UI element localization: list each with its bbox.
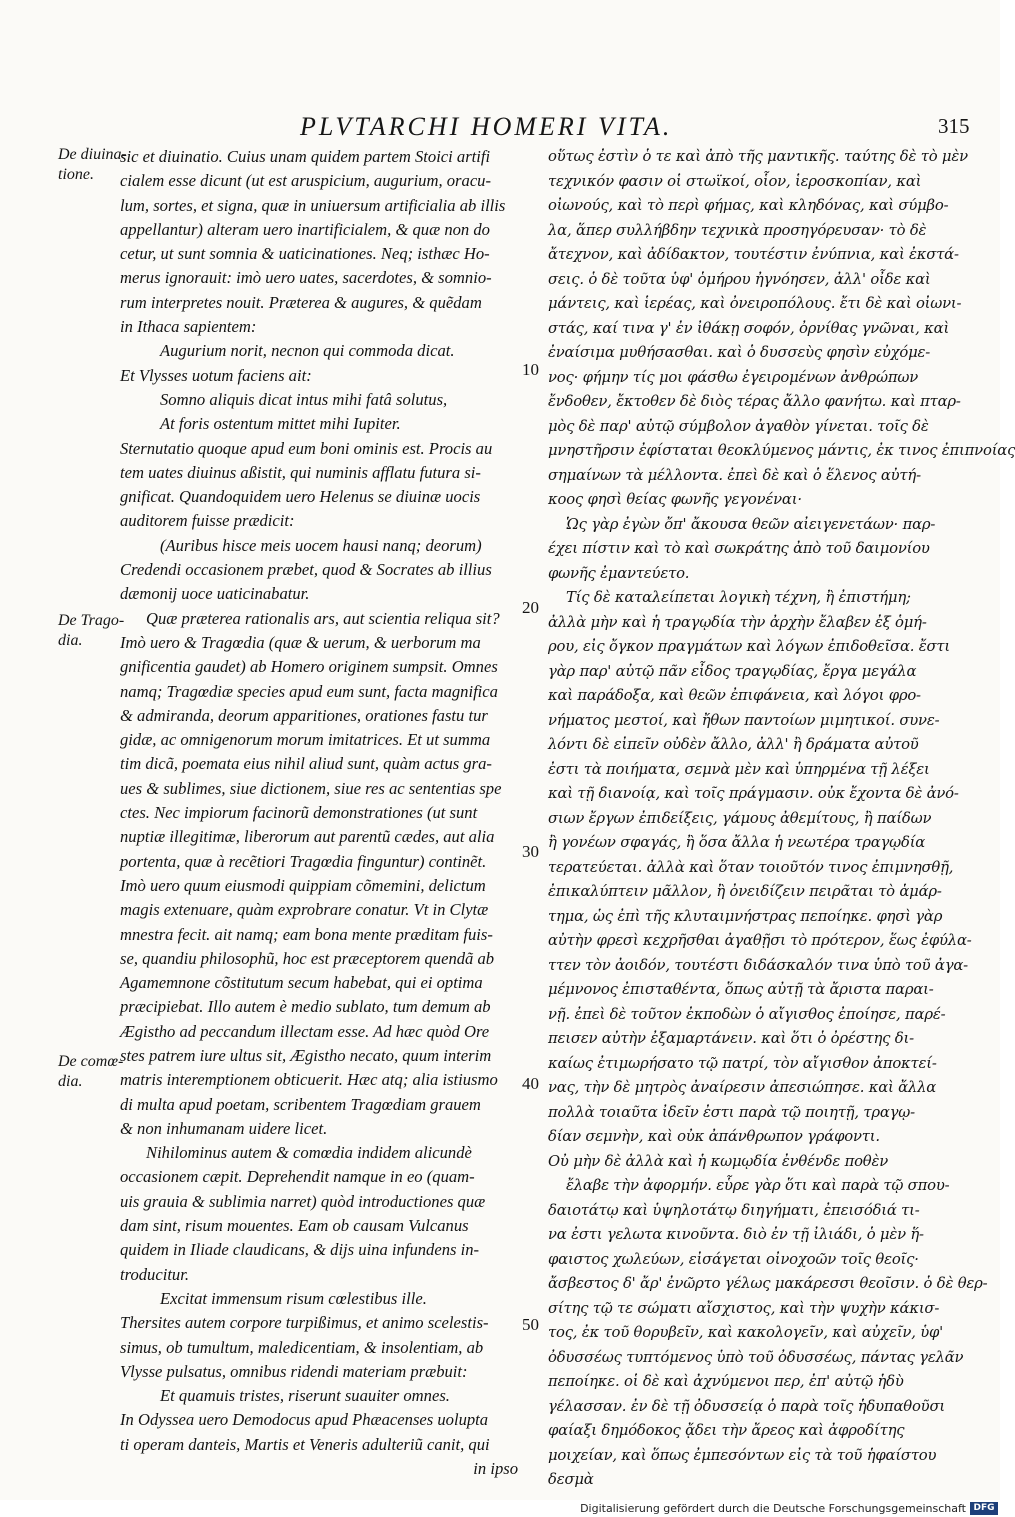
latin-line: ti operam danteis, Martis et Veneris adulteriũ canit, qui (120, 1434, 490, 1454)
margin-note-comedy: De comœ- dia. (58, 1053, 124, 1090)
greek-line: φαίαξι δημόδοκος ᾄδει τὴν ἄρεος καὶ ἀφροδίτης (548, 1422, 905, 1439)
latin-line: matris interemptionem obticuerit. Hæc atq; alia istiusmo (120, 1070, 498, 1090)
latin-line: tem uates diuinus aßistit, qui numinis afflatu futura si- (120, 462, 481, 482)
greek-line: γέλασσαν. ἐν δὲ τῇ ὀδυσσείᾳ ὁ παρὰ τοῖς ἡδυπαθοῦσι (548, 1397, 945, 1415)
latin-line: merus ignorauit: imò uero uates, sacerdotes, & somnio- (120, 268, 492, 288)
line-number: 10 (522, 360, 539, 379)
latin-line: Agamemnone cõstitutum secum habebat, qui ei optima (120, 973, 483, 993)
funding-credit: Digitalisierung gefördert durch die Deutsche Forschungsgemeinschaft (580, 1502, 966, 1515)
latin-line: dæmonij uoce uaticinabatur. (120, 584, 310, 604)
greek-line: νῇ. ἐπεὶ δὲ τοῦτον ἐκποδὼν ὁ αἴγισθος ἐποίησε, παρέ- (548, 1005, 946, 1023)
greek-line: Ὡς γὰρ ἐγὼν ὄπ' ἄκουσα θεῶν αἰειγενετάων· παρ- (566, 515, 936, 533)
greek-line: ἢ γονέων σφαγάς, ἢ ὅσα ἄλλα ἡ νεωτέρα τραγῳδία (548, 834, 926, 851)
latin-line: præcipiebat. Illo autem è medio sublato, tum demum ab (120, 997, 491, 1017)
latin-line: quidem in Iliade claudicans, & dijs uina infundens in- (120, 1240, 480, 1260)
latin-line: sic et diuinatio. Cuius unam quidem partem Stoici artifi (120, 147, 491, 166)
greek-line: σιων ἔργων ἐπιδείξεις, γάμους ἀθεμίτους, ἢ παίδων (548, 809, 932, 827)
latin-line: dam sint, risum mouentes. Eam ob causam Vulcanus (120, 1216, 469, 1236)
latin-line: At foris ostentum mittet mihi Iupiter. (160, 414, 401, 434)
latin-line: uis grauia & sublimia narret) quòd introductiones quæ (120, 1191, 486, 1211)
greek-line: γὰρ παρ' αὐτῷ πᾶν εἶδος τραγῳδίας, ἔργα μεγάλα (548, 662, 917, 680)
latin-line: nuptiæ illegitimæ, liberorum aut parentũ cædes, aut alia (120, 827, 495, 847)
greek-line: τημα, ὡς ἐπὶ τῆς κλυταιμνήστρας πεποίηκε. φησὶ γὰρ (548, 907, 943, 925)
greek-line: νας, τὴν δὲ μητρὸς ἀναίρεσιν ἀπεσιώπησε. καὶ ἄλλα (548, 1079, 937, 1096)
greek-line: τερατεύεται. ἀλλὰ καὶ ὅταν τοιοῦτόν τινος ἐπιμνησθῇ, (548, 858, 954, 876)
line-number: 30 (522, 842, 539, 861)
greek-line: λα, ἅπερ συλλήβδην τεχνικὰ προσηγόρευσαν· τὸ δὲ (548, 221, 927, 239)
latin-line: tim dicã, poemata eius nihil aliud sunt, quàm actus gra- (120, 754, 492, 774)
greek-line: φαιστος χωλεύων, εἰσάγεται οἰνοχοῶν τοῖς θεοῖς· (548, 1250, 919, 1268)
latin-line: Et quamuis tristes, riserunt suauiter omnes. (160, 1386, 450, 1406)
latin-line: lum, sortes, et signa, quæ in uniuersum artificialia ab illis (120, 195, 506, 215)
latin-line: occasionem cæpit. Deprehendit namque in eo (quam- (120, 1167, 475, 1187)
latin-line: in ipso (473, 1459, 518, 1479)
latin-line: se, quandiu philosophũ, hoc est præceptorem quendã ab (120, 948, 495, 968)
greek-line: κοος φησὶ θείας φωνῆς γεγονέναι· (548, 491, 802, 508)
margin-note-divination: De diuina- tione. (58, 146, 127, 183)
greek-line: μὸς δὲ παρ' αὐτῷ σύμβολον ἀγαθὸν γίνεται. τοῖς δὲ (548, 417, 929, 435)
latin-line: in Ithaca sapientem: (120, 317, 257, 337)
latin-line: gidæ, ac omnigenorum morum imitatrices. Et ut summa (120, 730, 491, 750)
latin-line: gnificat. Quandoquidem uero Helenus se diuinæ uocis (120, 487, 481, 507)
latin-line: Somno aliquis dicat intus mihi fatâ solutus, (160, 389, 448, 409)
latin-line: Credendi occasionem præbet, quod & Socrates ab illius (120, 560, 492, 580)
greek-line: στάς, καί τινα γ' ἐν ἰθάκῃ σοφόν, ὀρνίθας γνῶναι, καὶ (548, 319, 950, 337)
latin-line: Sternutatio quoque apud eum boni ominis est. Procis au (120, 438, 493, 458)
greek-line: ἐναίσιμα μυθήσασθαι. καὶ ὁ δυσσεὺς φησὶν εὐχόμε- (548, 344, 931, 361)
greek-column (548, 145, 1015, 1493)
greek-line: έχει πίστιν καὶ τὸ καὶ σωκράτης ἀπὸ τοῦ δαιμονίου (548, 540, 930, 557)
latin-column (120, 145, 520, 1481)
latin-line: Excitat immensum risum cœlestibus ille. (160, 1288, 427, 1308)
running-head: PLVTARCHI HOMERI VITA. (300, 112, 673, 141)
latin-line: Et Vlysses uotum faciens ait: (120, 365, 312, 385)
greek-line: σημαίνων τὰ μέλλοντα. ἐπεὶ δὲ καὶ ὁ ἕλενος αὐτή- (548, 466, 921, 484)
greek-line: οἰωνούς, καὶ τὸ περὶ φήμας, καὶ κληδόνας, καὶ σύμβο- (548, 197, 949, 214)
greek-line: νος· φήμην τίς μοι φάσθω ἐγειρομένων ἀνθρώπων (548, 368, 919, 386)
greek-line: αὐτὴν φρεσὶ κεχρῆσθαι ἀγαθῇσι τὸ πρότερον, ἕως ἐφύλα- (548, 932, 972, 949)
latin-line: mnestra fecit. ait namq; eam bona mente præditam fuis- (120, 924, 493, 944)
latin-line: portenta, quæ à recẽtiori Tragœdia finguntur) continẽt. (120, 851, 487, 871)
line-number: 50 (522, 1315, 539, 1334)
greek-line: καὶ τῇ διανοίᾳ, καὶ τοῖς πράγμασιν. οὐκ ἔχοντα δὲ ἀνό- (548, 785, 959, 802)
greek-line: ἄτεχνον, καὶ ἀδίδακτον, τουτέστιν ἐνύπνια, καὶ ἐκστά- (548, 246, 959, 263)
latin-line: Thersites autem corpore turpißimus, et animo scelestis- (120, 1313, 489, 1333)
latin-line: Nihilominus autem & comœdia indidem alicundè (146, 1143, 472, 1163)
latin-line: Quæ præterea rationalis ars, aut scientia reliqua sit? (146, 608, 500, 628)
line-number: 20 (522, 598, 539, 617)
margin-note-tragedy: De Trago- dia. (58, 612, 125, 649)
greek-line: οὕτως ἐστὶν ὁ τε καὶ ἀπὸ τῆς μαντικῆς. ταύτης δὲ τὸ μὲν (548, 148, 968, 165)
greek-line: μοιχείαν, καὶ ὅπως ἐμπεσόντων εἰς τὰ τοῦ ἡφαίστου (548, 1446, 937, 1464)
latin-line: rum interpretes nouit. Præterea & augures, & quẽdam (120, 292, 482, 312)
latin-line: Imò uero quum eiusmodi quippiam cõmemini, delictum (120, 875, 486, 895)
latin-line: magis extenuare, quàm exprobrare conatur. Vt in Clytæ (120, 900, 489, 920)
greek-line: λόντι δὲ εἰπεῖν οὐδὲν ἄλλο, ἀλλ' ἢ δράματα αὐτοῦ (548, 736, 919, 753)
greek-line: ἐστι τὰ ποιήματα, σεμνὰ μὲν καὶ ὑπηρμένα τῇ λέξει (548, 760, 930, 778)
greek-line: δεσμὰ (548, 1471, 594, 1488)
latin-line: gnificentia gaudet) ab Homero originem sumpsit. Omnes (120, 657, 498, 677)
greek-line: ἄσβεστος δ' ἄρ' ἐνῶρτο γέλως μακάρεσσι θεοῖσιν. ὁ δὲ θερ- (548, 1275, 988, 1292)
dfg-logo: DFG (970, 1502, 998, 1515)
greek-line: Τίς δὲ καταλείπεται λογικὴ τέχνη, ἢ ἐπιστήμη; (566, 589, 911, 606)
latin-line: cetur, ut sunt somnia & uaticinationes. Neq; isthæc Ho- (120, 244, 490, 264)
greek-line: ρου, εἰς ὄγκον πραγμάτων καὶ λόγων ἐπιδοθεῖσα. ἔστι (548, 638, 950, 655)
latin-line: simus, ob tumultum, maledicentiam, & insolentiam, ab (120, 1337, 484, 1357)
greek-line: τος, ἐκ τοῦ θορυβεῖν, καὶ κακολογεῖν, καὶ αὐχεῖν, ὑφ' (548, 1324, 944, 1341)
latin-line: (Auribus hisce meis uocem hausi nanq; deorum) (160, 535, 482, 555)
greek-line: μνηστῆρσιν ἐφίσταται θεοκλύμενος μάντις, ἐκ τινος ἐπιπνοίας (548, 442, 1015, 459)
page-number: 315 (938, 114, 970, 138)
greek-line: δαιοτάτῳ καὶ ὑψηλοτάτῳ διηγήματι, ἐπεισόδιά τι- (548, 1201, 920, 1219)
greek-line: τεχνικόν φασιν οἱ στωϊκοί, οἷον, ἱεροσκοπίαν, καὶ (548, 172, 922, 190)
line-number: 40 (522, 1074, 539, 1093)
greek-line: μέμνονος ἐπισταθέντα, ὅπως αὐτῇ τὰ ἄριστα παραι- (548, 981, 934, 998)
latin-line: auditorem fuisse prædicit: (120, 511, 295, 531)
greek-line: ὀδυσσέως τυπτόμενος ὑπὸ τοῦ ὀδυσσέως, πάντας γελᾶν (548, 1348, 964, 1366)
greek-line: φωνῆς ἐμαντεύετο. (548, 564, 690, 582)
greek-line: σεις. ὁ δὲ τοῦτα ὑφ' ὁμήρου ἠγνόησεν, ἀλλ' οἶδε καὶ (548, 270, 931, 288)
greek-line: πεποίηκε. οἱ δὲ καὶ ἀχνύμενοι περ, ἐπ' αὐτῷ ἡδὺ (548, 1373, 904, 1390)
greek-line: καίως ἐτιμωρήσατο τῷ πατρί, τὸν αἴγισθον ἀποκτεί- (548, 1054, 937, 1072)
greek-line: ἀλλὰ μὴν καὶ ἡ τραγῳδία τὴν ἀρχὴν ἔλαβεν ἐξ ὁμή- (548, 613, 927, 631)
greek-line: σίτης τῷ τε σώματι αἴσχιστος, καὶ τὴν ψυχὴν κάκισ- (548, 1299, 940, 1317)
greek-line: καὶ παράδοξα, καὶ θεῶν ἐπιφάνεια, καὶ λόγοι φρο- (548, 687, 921, 704)
latin-line: Vlysse pulsatus, omnibus ridendi materiam præbuit: (120, 1361, 468, 1381)
greek-line: ἔλαβε τὴν ἀφορμήν. εὗρε γὰρ ὅτι καὶ παρὰ τῷ σπου- (566, 1177, 950, 1194)
latin-line: In Odyssea uero Demodocus apud Phæacenses uolupta (120, 1410, 489, 1430)
latin-line: Imò uero & Tragœdia (quæ & uerum, & uerborum ma (120, 632, 481, 652)
latin-line: di multa apud poetam, scribentem Tragœdiam grauem (120, 1094, 481, 1114)
latin-line: Ægistho ad peccandum illectam esse. Ad hæc quòd Ore (120, 1021, 490, 1041)
latin-line: stes patrem iure ultus sit, Ægistho necato, quum interim (120, 1045, 492, 1065)
latin-line: ctes. Nec impiorum facinorũ demonstrationes (ut sunt (120, 803, 478, 823)
latin-line: appellantur) alteram uero inartificialem, & quæ non do (120, 219, 490, 239)
greek-line: δίαν σεμνὴν, καὶ οὐκ ἀπάνθρωπον γράφοντι. (548, 1128, 880, 1145)
greek-line: Οὐ μὴν δὲ ἀλλὰ καὶ ἡ κωμῳδία ἐνθένδε ποθὲν (548, 1152, 889, 1170)
latin-line: & admiranda, deorum apparitiones, orationes fastu tur (120, 705, 488, 725)
latin-line: cialem esse dicunt (ut est aruspicium, augurium, oracu- (120, 171, 492, 191)
footer-bar (0, 1500, 1000, 1517)
latin-line: Augurium norit, necnon qui commoda dicat. (160, 341, 455, 361)
greek-line: ἔνδοθεν, ἔκτοθεν δὲ διὸς τέρας ἄλλο φανήτω. καὶ πταρ- (548, 393, 961, 410)
latin-line: troducitur. (120, 1264, 189, 1284)
greek-line: ἐπικαλύπτειν μᾶλλον, ἢ ὀνειδίζειν πειρᾶται τὸ ἁμάρ- (548, 883, 942, 900)
latin-line: ues & sublimes, siue dictionem, siue res ac sententias spe (120, 778, 502, 798)
greek-line: πολλὰ τοιαῦτα ἰδεῖν ἐστι παρὰ τῷ ποιητῇ, τραγῳ- (548, 1103, 915, 1121)
greek-line: να ἐστι γελωτα κινοῦντα. διὸ ἐν τῇ ἰλιάδι, ὁ μὲν ἥ- (548, 1226, 924, 1243)
greek-line: μάντεις, καὶ ἱερέας, καὶ ὀνειροπόλους. ἔτι δὲ καὶ οἰωνι- (548, 295, 962, 312)
greek-line: πεισεν αὐτὴν ἐξαμαρτάνειν. καὶ ὅτι ὁ ὀρέστης δι- (548, 1030, 914, 1047)
latin-line: namq; Tragœdiæ species apud eum sunt, facta magnifica (120, 681, 498, 701)
latin-line: & non inhumanam uidere licet. (120, 1118, 328, 1138)
greek-line: ττεν τὸν ἀοιδόν, τουτέστι διδάσκαλόν τινα ὑπὸ τοῦ ἀγα- (548, 956, 968, 974)
greek-line: νήματος μεστοί, καὶ ἤθων παντοίων μιμητικοί. συνε- (548, 711, 940, 729)
